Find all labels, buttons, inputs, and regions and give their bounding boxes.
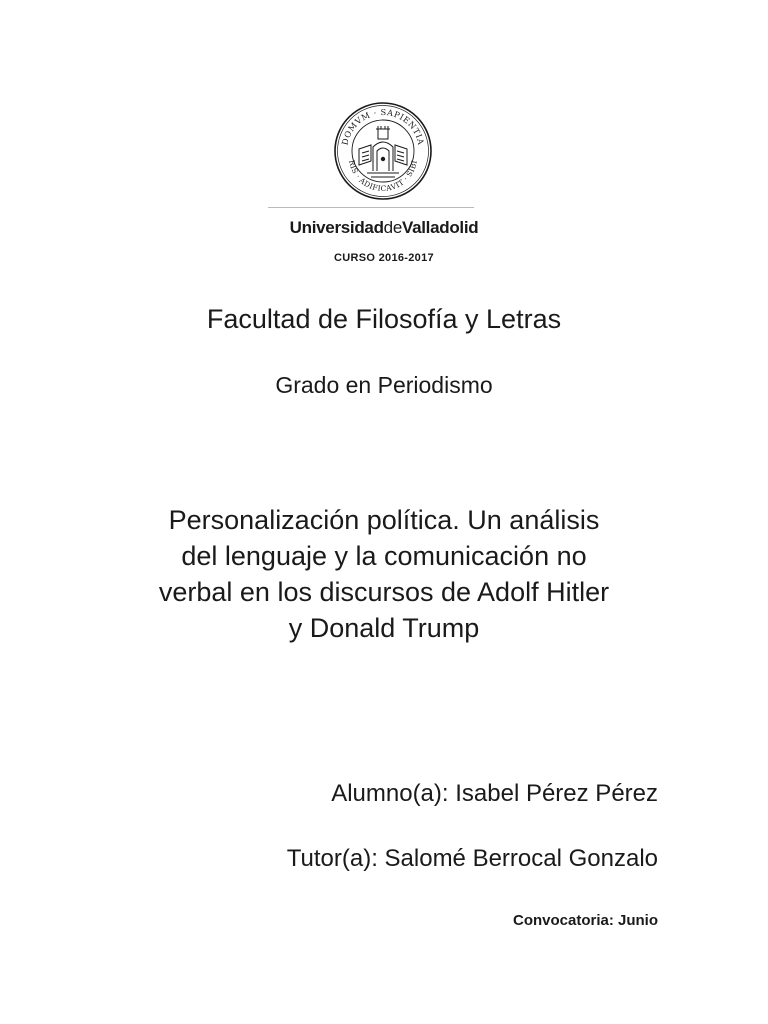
seal-text-top: DOMVM · SAPIENTIA	[339, 106, 427, 147]
seal-text-bottom: RIS · ADIFICAVIT · SIBI	[347, 159, 419, 194]
tutor-name: Tutor(a): Salomé Berrocal Gonzalo	[286, 845, 658, 872]
university-name-part-1: Universidad	[289, 218, 384, 237]
header-divider	[268, 207, 474, 208]
thesis-title-line: y Donald Trump	[288, 613, 480, 643]
course-year: CURSO 2016-2017	[334, 252, 434, 264]
university-name-part-3: Valladolid	[401, 218, 479, 237]
student-name: Alumno(a): Isabel Pérez Pérez	[331, 780, 658, 807]
svg-text:DOMVM · SAPIENTIA	[339, 107, 426, 146]
thesis-title	[84, 502, 684, 646]
svg-text:RIS · ADIFICAVIT · SIBI	[347, 159, 419, 193]
thesis-title-line: del lenguaje y la comunicación no	[181, 541, 587, 571]
university-wordmark	[0, 217, 768, 239]
university-seal-icon	[333, 101, 433, 201]
degree-name: Grado en Periodismo	[275, 372, 493, 398]
thesis-title-line: verbal en los discursos de Adolf Hitler	[158, 577, 610, 607]
thesis-title-line: Personalización política. Un análisis	[168, 505, 600, 535]
university-name-part-2: de	[383, 218, 402, 237]
faculty-name: Facultad de Filosofía y Letras	[206, 304, 562, 334]
exam-call: Convocatoria: Junio	[512, 912, 658, 929]
